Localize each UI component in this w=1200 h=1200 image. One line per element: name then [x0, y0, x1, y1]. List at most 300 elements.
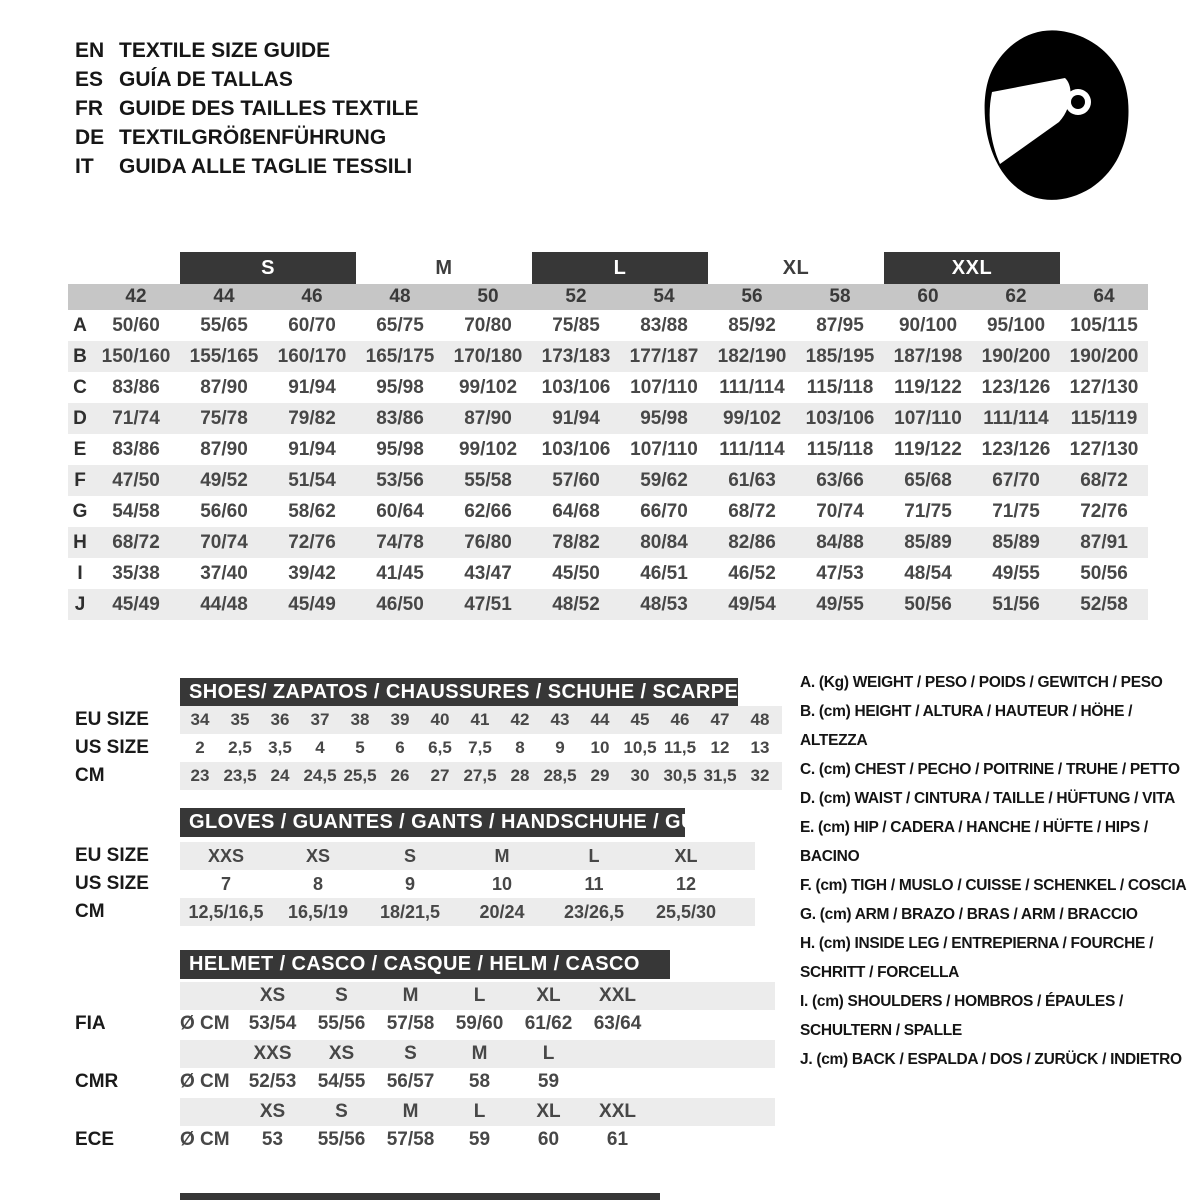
shoes-cm-row-value: 24: [270, 766, 290, 785]
measurement-value: 75/85: [552, 315, 600, 336]
language-code: EN: [75, 39, 105, 62]
language-label: GUIDA ALLE TAGLIE TESSILI: [119, 155, 413, 178]
helmet-ece-size: XXL: [599, 1101, 636, 1122]
size-column-header: 56: [741, 286, 763, 307]
shoes-us-row-value: 10: [590, 738, 610, 757]
gloves-us-size-label: US SIZE: [75, 873, 149, 894]
gloves-section-title: GLOVES / GUANTES / GANTS / HANDSCHUHE / GUANTI: [180, 808, 685, 837]
helmet-ece-value: 59: [468, 1129, 491, 1150]
measurement-value: 45/49: [288, 594, 336, 615]
garment-table-body: [68, 310, 1148, 620]
shoes-cm-row-value: 28: [510, 766, 530, 785]
measurement-value: 47/51: [464, 594, 512, 615]
helmet-cmr-value: 58: [468, 1071, 491, 1092]
helmet-cmr-size: L: [542, 1043, 555, 1064]
helmet-ece-value: 55/56: [317, 1129, 366, 1150]
row-letter: D: [73, 408, 87, 429]
measurement-value: 111/114: [983, 408, 1049, 429]
legend-entry-i: I. (cm) SHOULDERS / HOMBROS / ÉPAULES / SCHULTERN / SPALLE: [800, 993, 1124, 1039]
legend-entry-b: B. (cm) HEIGHT / ALTURA / HAUTEUR / HÖHE / ALTEZZA: [800, 703, 1133, 749]
shoes-us-row-value: 2,5: [228, 738, 252, 757]
measurement-value: 58/62: [288, 501, 336, 522]
shoes-eu-row-value: 35: [230, 710, 250, 729]
measurement-value: 165/175: [365, 346, 435, 367]
size-column-header: 62: [1005, 286, 1027, 307]
measurement-value: 170/180: [453, 346, 523, 367]
gloves-us-row-value: 12: [675, 874, 697, 894]
measurement-value: 99/102: [458, 439, 518, 460]
shoes-cm-row-value: 30: [630, 766, 650, 785]
measurement-row-i: [68, 558, 1148, 589]
shoes-us-row-value: 4: [315, 738, 325, 757]
helmet-size-prefix-spacer: [180, 1098, 238, 1126]
measurement-value: 41/45: [376, 563, 424, 584]
gloves-us-row-value: 9: [404, 874, 415, 894]
gloves-eu-row-value: XS: [305, 846, 330, 866]
helmet-ece-size: S: [335, 1101, 348, 1122]
measurement-value: 99/102: [458, 377, 518, 398]
measurement-value: 107/110: [630, 377, 698, 398]
measurement-value: 85/89: [904, 532, 952, 553]
language-row: [75, 36, 418, 65]
measurement-value: 150/160: [101, 346, 171, 367]
measurement-value: 52/58: [1080, 594, 1128, 615]
shoes-eu-row-value: 40: [430, 710, 450, 729]
size-number-row: [68, 284, 1148, 310]
shoes-us-row-value: 3,5: [268, 738, 292, 757]
gloves-us-row-value: 11: [584, 874, 604, 894]
shoes-eu-row-value: 39: [390, 710, 410, 729]
helmet-fia-value: 57/58: [386, 1013, 435, 1034]
measurement-value: 75/78: [200, 408, 248, 429]
shoes-cm-row-value: 27,5: [463, 766, 497, 785]
garment-size-table: [68, 252, 1148, 620]
shoes-eu-row-value: 36: [270, 710, 290, 729]
measurement-value: 50/60: [112, 315, 160, 336]
shoes-eu-row-value: 42: [510, 710, 530, 729]
shoes-eu-row-value: 37: [310, 710, 330, 729]
helmet-size-prefix-spacer: [180, 1040, 238, 1068]
shoes-us-row-value: 6: [395, 738, 405, 757]
measurement-value: 51/54: [288, 470, 336, 491]
gloves-us-row: [180, 870, 755, 898]
helmet-ece-value: 57/58: [386, 1129, 435, 1150]
shoes-eu-row-value: 43: [550, 710, 570, 729]
helmet-cmr-sizes-row: [180, 1040, 775, 1068]
helmet-fia-value: 63/64: [593, 1013, 642, 1034]
measurement-value: 68/72: [728, 501, 776, 522]
size-group-xl: XL: [782, 256, 810, 279]
helmet-ece-size: XS: [259, 1101, 286, 1122]
gloves-eu-row-value: S: [403, 846, 416, 866]
size-column-header: 60: [917, 286, 939, 307]
measurement-value: 187/198: [893, 346, 963, 367]
measurement-value: 155/165: [189, 346, 259, 367]
measurement-value: 49/52: [200, 470, 248, 491]
helmet-ece-value: 60: [537, 1129, 560, 1150]
shoes-eu-size-label: EU SIZE: [75, 709, 149, 730]
measurement-value: 85/89: [992, 532, 1040, 553]
measurement-value: 66/70: [640, 501, 688, 522]
letter-column-spacer: [68, 284, 92, 310]
language-row: [75, 152, 418, 181]
measurement-value: 78/82: [552, 532, 600, 553]
gloves-cm-row-value: 25,5/30: [655, 902, 717, 922]
language-code: ES: [75, 68, 104, 91]
shoes-cm-row-value: 25,5: [343, 766, 377, 785]
helmet-fia-value: 55/56: [317, 1013, 366, 1034]
language-code: FR: [75, 97, 103, 120]
measurement-value: 57/60: [552, 470, 600, 491]
measurement-value: 115/118: [806, 439, 874, 460]
shoes-cm-row-value: 31,5: [703, 766, 737, 785]
shoes-eu-row: [180, 706, 782, 734]
legend-entry-f: F. (cm) TIGH / MUSLO / CUISSE / SCHENKEL / COSCIA: [800, 877, 1187, 894]
row-letter: A: [73, 315, 87, 336]
measurement-value: 37/40: [200, 563, 248, 584]
legend-entry-d: D. (cm) WAIST / CINTURA / TAILLE / HÜFTUNG / VITA: [800, 790, 1176, 807]
shoes-us-row: [180, 734, 782, 762]
measurement-value: 46/52: [728, 563, 776, 584]
gloves-cm-row-value: 16,5/19: [287, 902, 349, 922]
measurement-value: 103/106: [541, 439, 611, 460]
helmet-size-prefix-spacer: [180, 982, 238, 1010]
measurement-value: 70/80: [464, 315, 512, 336]
measurement-value: 105/115: [1070, 315, 1138, 336]
size-group-s: S: [180, 252, 356, 284]
measurement-value: 49/55: [816, 594, 864, 615]
measurement-value: 65/75: [376, 315, 424, 336]
measurement-row-h: [68, 527, 1148, 558]
size-column-header: 64: [1093, 286, 1115, 307]
measurement-value: 54/58: [112, 501, 160, 522]
helmet-cmr-size: M: [471, 1043, 488, 1064]
measurement-row-a: [68, 310, 1148, 341]
shoes-eu-row-value: 41: [470, 710, 490, 729]
measurement-value: 127/130: [1069, 439, 1139, 460]
language-list: [75, 36, 418, 181]
measurement-value: 70/74: [816, 501, 864, 522]
legend-entry-j: J. (cm) BACK / ESPALDA / DOS / ZURÜCK / INDIETRO: [800, 1051, 1182, 1068]
helmet-cmr-value: 56/57: [386, 1071, 435, 1092]
measurement-value: 83/86: [112, 377, 160, 398]
shoes-cm-row-value: 24,5: [303, 766, 337, 785]
gloves-cm-row-value: 18/21,5: [379, 902, 441, 922]
helmet-standard-label-fia: FIA: [75, 1013, 106, 1034]
measurement-value: 55/65: [200, 315, 248, 336]
helmet-cmr-size: S: [404, 1043, 417, 1064]
helmet-ece-size: M: [402, 1101, 419, 1122]
measurement-value: 95/98: [376, 377, 424, 398]
measurement-row-j: [68, 589, 1148, 620]
shoes-section-title: SHOES/ ZAPATOS / CHAUSSURES / SCHUHE / SCARPE: [180, 678, 738, 707]
size-column-header: 50: [477, 286, 499, 307]
measurement-value: 91/94: [288, 439, 336, 460]
measurement-value: 87/90: [200, 377, 248, 398]
measurement-value: 47/53: [816, 563, 864, 584]
shoes-cm-row-value: 29: [590, 766, 610, 785]
helmet-fia-size: L: [473, 985, 486, 1006]
row-letter: I: [77, 563, 83, 584]
measurement-row-b: [68, 341, 1148, 372]
helmet-fia-size: XL: [536, 985, 561, 1006]
measurement-row-e: [68, 434, 1148, 465]
helmet-cmr-value: 59: [537, 1071, 560, 1092]
measurement-value: 72/76: [1080, 501, 1128, 522]
measurement-value: 68/72: [112, 532, 160, 553]
language-label: TEXTILGRÖßENFÜHRUNG: [119, 126, 387, 149]
size-column-header: 44: [213, 286, 235, 307]
size-column-header: 58: [829, 286, 851, 307]
shoes-us-row-value: 6,5: [428, 738, 452, 757]
measurement-value: 64/68: [552, 501, 600, 522]
helmet-ece-sizes-row: [180, 1098, 775, 1126]
helmet-cmr-size: XXS: [253, 1043, 292, 1064]
size-group-m: M: [435, 256, 453, 279]
helmet-ece-size: L: [473, 1101, 486, 1122]
measurement-value: 71/74: [112, 408, 160, 429]
measurement-value: 71/75: [904, 501, 952, 522]
measurement-value: 95/100: [986, 315, 1046, 336]
measurement-value: 83/88: [640, 315, 688, 336]
gloves-cm-label: CM: [75, 901, 105, 922]
measurement-value: 48/53: [640, 594, 688, 615]
helmet-ece-value: 53: [261, 1129, 284, 1150]
size-group-xxl: XXL: [884, 252, 1060, 284]
measurement-value: 190/200: [1069, 346, 1139, 367]
language-code: IT: [75, 155, 94, 178]
helmet-section-title: HELMET / CASCO / CASQUE / HELM / CASCO: [180, 950, 670, 979]
shoes-eu-row-value: 45: [630, 710, 650, 729]
helmet-ece-values-row: [180, 1126, 775, 1154]
language-label: TEXTILE SIZE GUIDE: [119, 39, 331, 62]
gloves-eu-size-label: EU SIZE: [75, 845, 149, 866]
measurement-value: 60/64: [376, 501, 424, 522]
measurement-value: 95/98: [376, 439, 424, 460]
measurement-row-f: [68, 465, 1148, 496]
measurement-value: 111/114: [719, 377, 785, 398]
shoes-us-row-value: 5: [355, 738, 365, 757]
helmet-fia-size: XS: [259, 985, 286, 1006]
helmet-standard-label-ece: ECE: [75, 1129, 115, 1150]
gloves-cm-row-value: 23/26,5: [563, 902, 625, 922]
helmet-cmr-size: XS: [328, 1043, 355, 1064]
size-group-row: [68, 252, 1148, 284]
gloves-eu-row: [180, 842, 755, 870]
language-code: DE: [75, 126, 105, 149]
measurement-value: 50/56: [904, 594, 952, 615]
row-letter: B: [73, 346, 87, 367]
legend-entry-h: H. (cm) INSIDE LEG / ENTREPIERNA / FOURCHE / SCHRITT / FORCELLA: [800, 935, 1154, 981]
helmet-diameter-unit: Ø CM: [180, 1071, 230, 1092]
measurement-row-g: [68, 496, 1148, 527]
measurement-value: 119/122: [894, 377, 962, 398]
helmet-fia-size: XXL: [599, 985, 636, 1006]
measurement-value: 79/82: [288, 408, 336, 429]
legend-entry-g: G. (cm) ARM / BRAZO / BRAS / ARM / BRACCIO: [800, 906, 1138, 923]
legend-entry-e: E. (cm) HIP / CADERA / HANCHE / HÜFTE / HIPS / BACINO: [800, 819, 1148, 865]
legend-entry-c: C. (cm) CHEST / PECHO / POITRINE / TRUHE / PETTO: [800, 761, 1180, 778]
shoes-eu-row-value: 34: [190, 710, 210, 729]
shoes-cm-row-value: 30,5: [663, 766, 697, 785]
measurement-value: 43/47: [464, 563, 512, 584]
shoes-eu-row-value: 38: [350, 710, 370, 729]
size-column-header: 52: [565, 286, 587, 307]
shoes-us-size-label: US SIZE: [75, 737, 149, 758]
measurement-row-c: [68, 372, 1148, 403]
shoes-us-row-value: 9: [555, 738, 565, 757]
measurement-value: 87/91: [1080, 532, 1128, 553]
measurement-value: 50/56: [1080, 563, 1128, 584]
helmet-fia-value: 61/62: [524, 1013, 573, 1034]
racing-helmet-icon: [975, 28, 1135, 203]
shoes-cm-row-value: 26: [390, 766, 410, 785]
measurement-value: 90/100: [898, 315, 958, 336]
shoes-cm-row-value: 28,5: [543, 766, 577, 785]
helmet-standard-label-cmr: CMR: [75, 1071, 119, 1092]
helmet-ece-size: XL: [536, 1101, 561, 1122]
gloves-cm-row: [180, 898, 755, 926]
gloves-cm-row-value: 20/24: [479, 902, 525, 922]
row-letter: H: [73, 532, 87, 553]
measurement-value: 48/54: [904, 563, 952, 584]
language-row: [75, 94, 418, 123]
helmet-cmr-values-row: [180, 1068, 775, 1096]
measurement-value: 45/49: [112, 594, 160, 615]
measurement-value: 111/114: [719, 439, 785, 460]
shoes-us-row-value: 10,5: [623, 738, 657, 757]
shoes-us-row-value: 13: [750, 738, 770, 757]
measurement-value: 49/55: [992, 563, 1040, 584]
measurement-value: 83/86: [376, 408, 424, 429]
measurement-value: 190/200: [981, 346, 1051, 367]
measurement-value: 72/76: [288, 532, 336, 553]
measurement-value: 87/95: [816, 315, 864, 336]
shoes-us-row-value: 11,5: [663, 738, 697, 757]
size-group-l: L: [532, 252, 708, 284]
row-letter: E: [73, 439, 87, 460]
measurement-value: 68/72: [1080, 470, 1128, 491]
measurement-value: 85/92: [728, 315, 776, 336]
helmet-cmr-value: 52/53: [248, 1071, 297, 1092]
measurement-value: 46/50: [376, 594, 424, 615]
helmet-fia-size: S: [335, 985, 348, 1006]
row-letter: J: [74, 594, 86, 615]
measurement-value: 103/106: [541, 377, 611, 398]
measurement-value: 95/98: [640, 408, 688, 429]
measurement-value: 182/190: [717, 346, 787, 367]
helmet-fia-values-row: [180, 1010, 775, 1038]
row-letter: F: [74, 470, 86, 491]
shoes-cm-row-value: 23: [190, 766, 210, 785]
measurement-value: 56/60: [200, 501, 248, 522]
helmet-diameter-unit: Ø CM: [180, 1013, 230, 1034]
measurement-value: 76/80: [464, 532, 512, 553]
measurement-value: 63/66: [816, 470, 864, 491]
helmet-fia-sizes-row: [180, 982, 775, 1010]
measurement-value: 83/86: [112, 439, 160, 460]
gloves-us-row-value: 7: [220, 874, 231, 894]
shoes-eu-row-value: 46: [670, 710, 690, 729]
measurement-value: 51/56: [992, 594, 1040, 615]
measurement-value: 103/106: [805, 408, 875, 429]
measurement-value: 65/68: [904, 470, 952, 491]
shoes-us-row-value: 12: [710, 738, 730, 757]
gloves-eu-row-value: M: [494, 846, 510, 866]
measurement-value: 107/110: [630, 439, 698, 460]
measurement-value: 91/94: [552, 408, 600, 429]
measurement-value: 99/102: [722, 408, 782, 429]
measurement-value: 59/62: [640, 470, 688, 491]
helmet-fia-value: 53/54: [248, 1013, 297, 1034]
measurement-value: 127/130: [1069, 377, 1139, 398]
shoes-cm-row-value: 27: [430, 766, 450, 785]
size-column-header: 42: [125, 286, 147, 307]
language-row: [75, 123, 418, 152]
measurement-value: 70/74: [200, 532, 248, 553]
measurement-value: 177/187: [629, 346, 699, 367]
helmet-cmr-value: [583, 1068, 652, 1096]
measurement-value: 91/94: [288, 377, 336, 398]
size-column-header: 48: [389, 286, 411, 307]
measurement-value: 107/110: [894, 408, 962, 429]
helmet-cmr-value: 54/55: [317, 1071, 366, 1092]
measurement-value: 123/126: [981, 377, 1051, 398]
measurement-value: 115/118: [806, 377, 874, 398]
measurement-value: 35/38: [112, 563, 160, 584]
measurement-value: 67/70: [992, 470, 1040, 491]
helmet-cmr-size: [583, 1040, 652, 1068]
measurement-value: 84/88: [816, 532, 864, 553]
size-column-header: 54: [653, 286, 675, 307]
language-label: GUÍA DE TALLAS: [119, 68, 293, 91]
measurement-value: 62/66: [464, 501, 512, 522]
measurement-value: 87/90: [464, 408, 512, 429]
legend-entry-a: A. (Kg) WEIGHT / PESO / POIDS / GEWITCH / PESO: [800, 674, 1163, 691]
measurement-value: 46/51: [640, 563, 688, 584]
shoes-eu-row-value: 48: [750, 710, 770, 729]
shoes-eu-row-value: 44: [590, 710, 610, 729]
gloves-us-row-value: 8: [312, 874, 323, 894]
shoes-us-row-value: 2: [195, 738, 205, 757]
gloves-eu-row-value: XL: [674, 846, 698, 866]
measurement-value: 119/122: [894, 439, 962, 460]
measurement-value: 82/86: [728, 532, 776, 553]
cutoff-section-bar: [180, 1193, 660, 1200]
shoes-us-row-value: 8: [515, 738, 525, 757]
shoes-cm-label: CM: [75, 765, 105, 786]
helmet-diameter-unit: Ø CM: [180, 1129, 230, 1150]
shoes-cm-row-value: 32: [750, 766, 770, 785]
helmet-ece-value: 61: [606, 1129, 629, 1150]
measurement-value: 173/183: [541, 346, 611, 367]
shoes-cm-row-value: 23,5: [223, 766, 257, 785]
measurement-value: 123/126: [981, 439, 1051, 460]
measurement-value: 74/78: [376, 532, 424, 553]
measurement-value: 48/52: [552, 594, 600, 615]
size-column-header: 46: [301, 286, 323, 307]
shoes-us-row-value: 7,5: [468, 738, 492, 757]
helmet-fia-value: 59/60: [455, 1013, 504, 1034]
shoes-eu-row-value: 47: [710, 710, 730, 729]
row-letter: G: [72, 501, 88, 522]
gloves-eu-row-value: L: [588, 846, 600, 866]
measurement-value: 87/90: [200, 439, 248, 460]
measurement-value: 60/70: [288, 315, 336, 336]
measurement-value: 55/58: [464, 470, 512, 491]
measurement-value: 47/50: [112, 470, 160, 491]
measurement-value: 160/170: [277, 346, 347, 367]
